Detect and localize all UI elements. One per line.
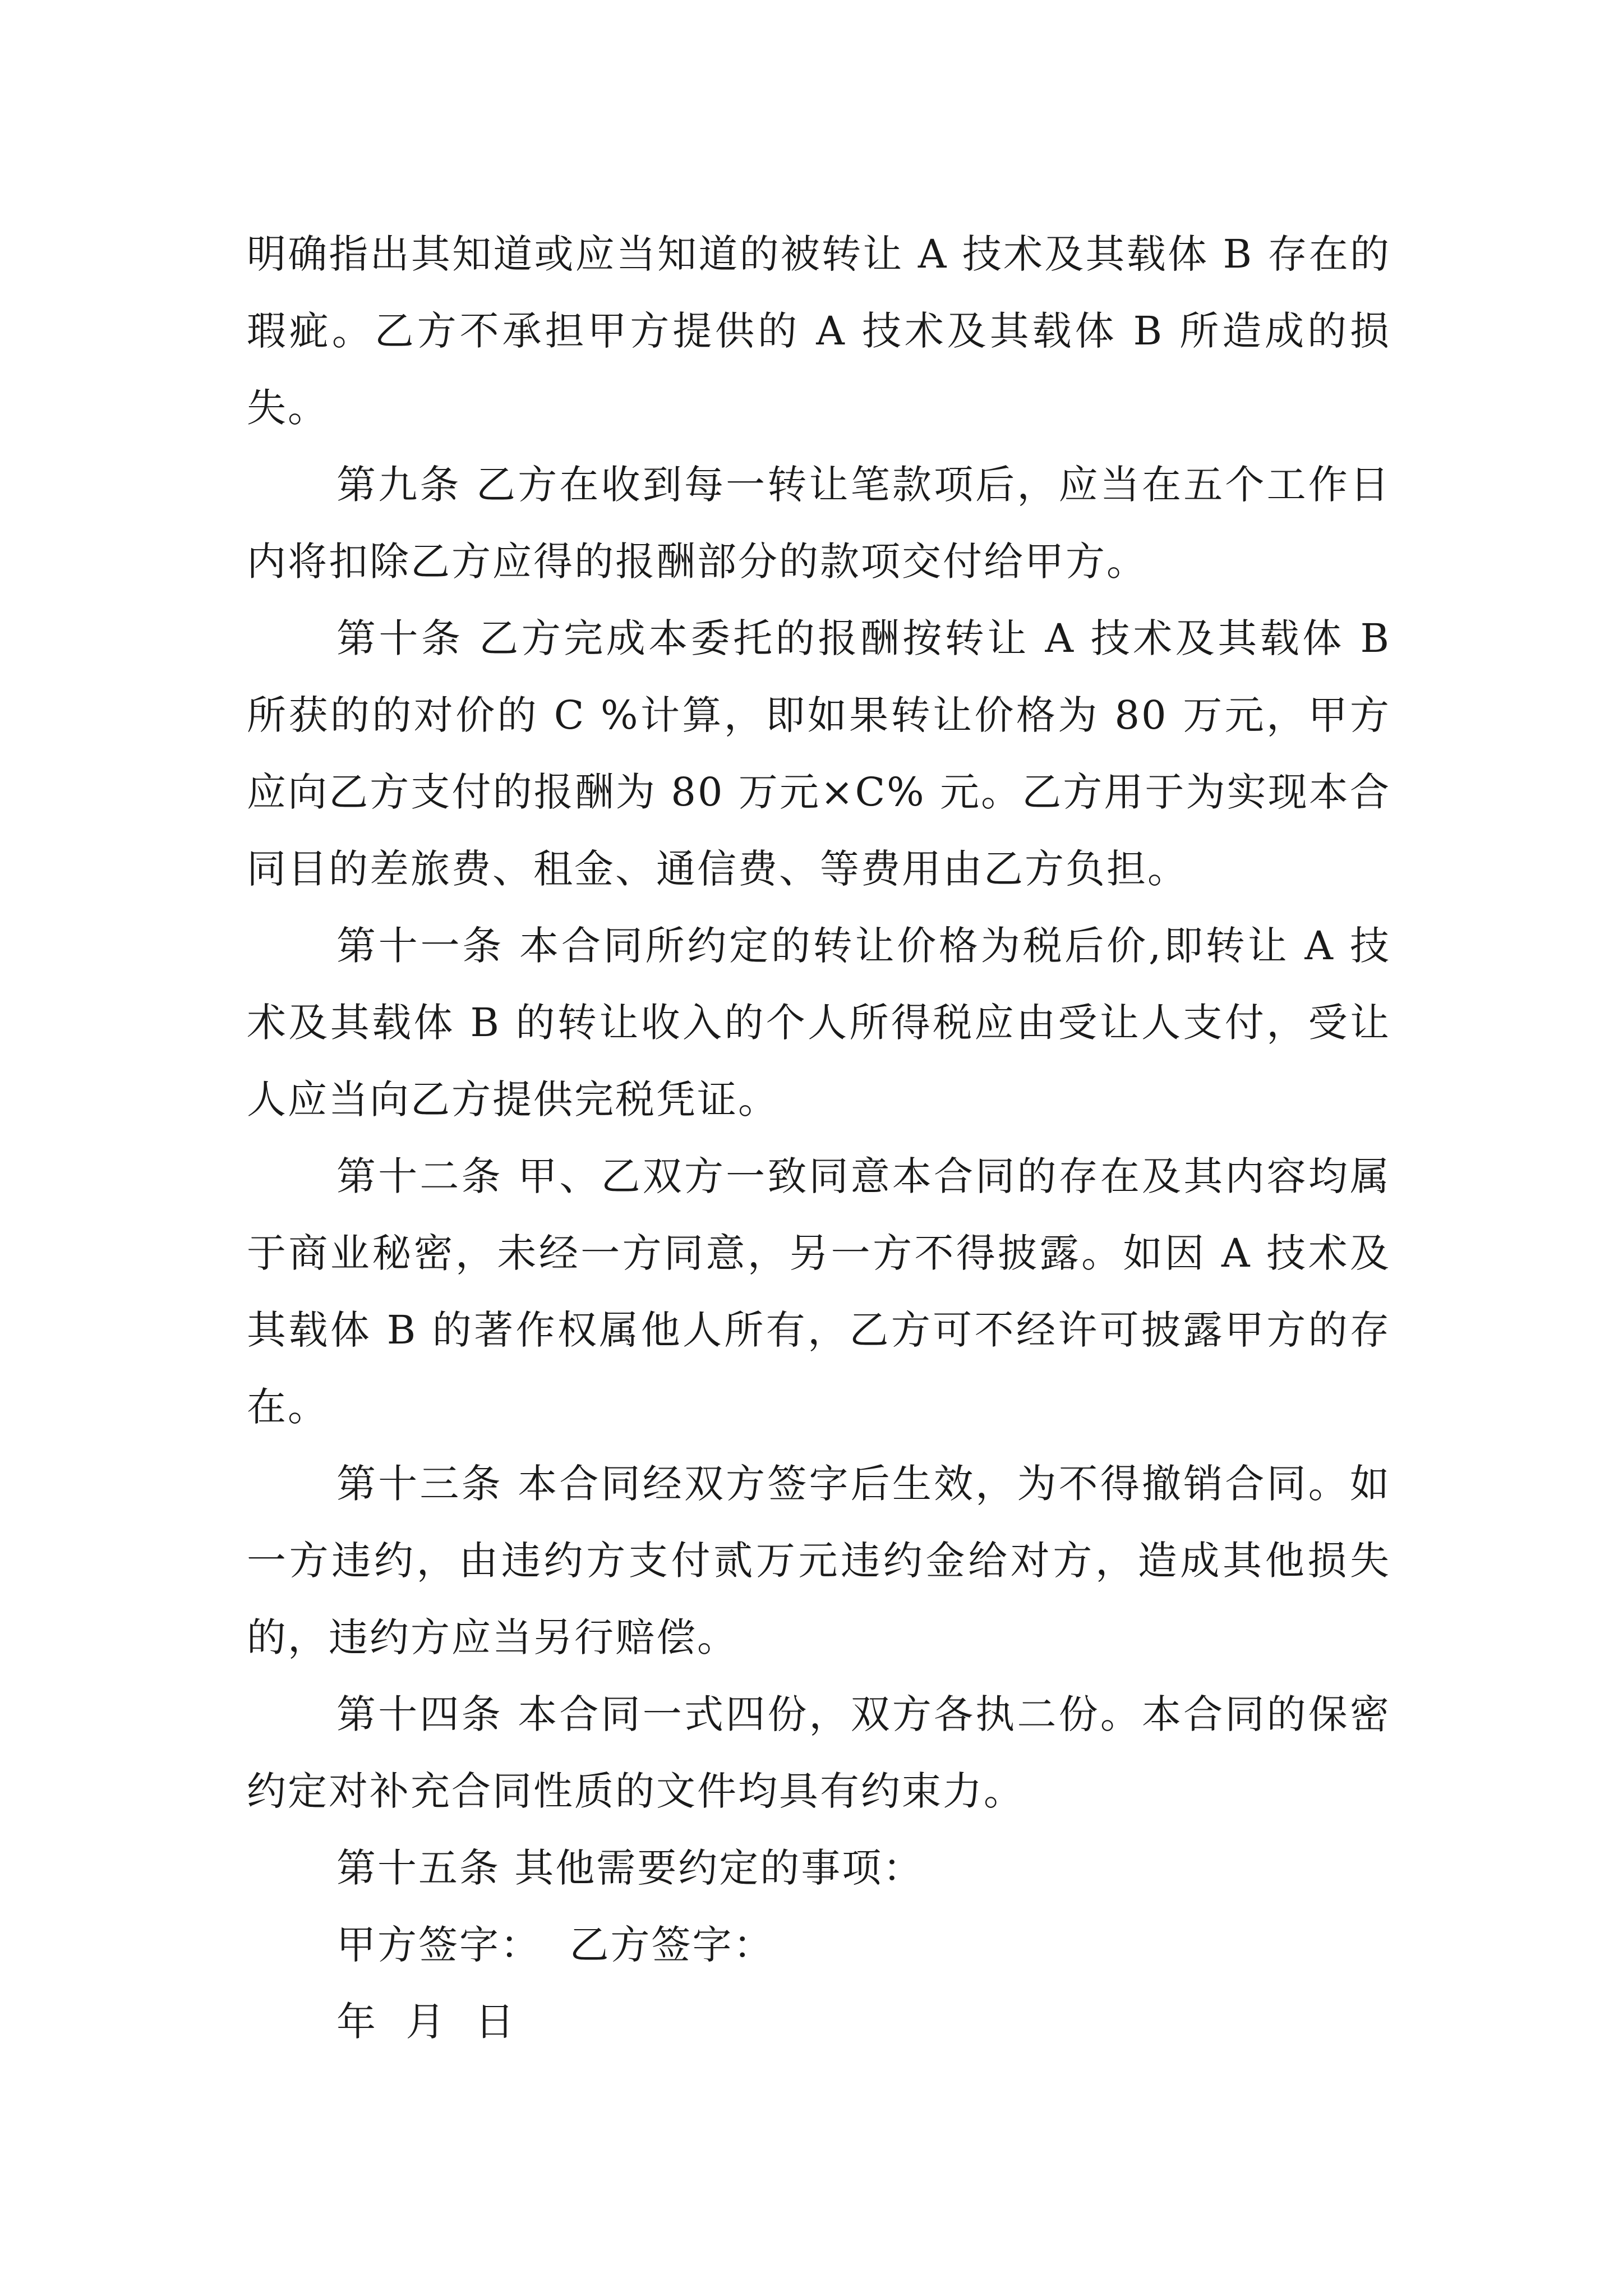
article-12: 第十二条 甲、乙双方一致同意本合同的存在及其内容均属于商业秘密，未经一方同意，另一方不得披露。如因 A 技术及其载体 B 的著作权属他人所有，乙方可不经许可披露甲方的存在。 — [247, 1153, 1391, 1430]
article-10: 第十条 乙方完成本委托的报酬按转让 A 技术及其载体 B 所获的的对价的 C %计算，即如果转让价格为 80 万元，甲方应向乙方支付的报酬为 80 万元×C% 元。乙方用于为实现本合同目的差旅费、租金、通信费、等费用由乙方负担。 — [247, 615, 1391, 892]
article-13: 第十三条 本合同经双方签字后生效，为不得撤销合同。如一方违约，由违约方支付贰万元违约金给对方，造成其他损失的，违约方应当另行赔偿。 — [247, 1461, 1391, 1660]
signature-line: 甲方签字： 乙方签字： — [336, 1922, 774, 1968]
article-14: 第十四条 本合同一式四份，双方各执二份。本合同的保密约定对补充合同性质的文件均具有约束力。 — [247, 1691, 1391, 1814]
paragraph-continuation: 明确指出其知道或应当知道的被转让 A 技术及其载体 B 存在的瑕疵。乙方不承担甲方提供的 A 技术及其载体 B 所造成的损失。 — [247, 231, 1391, 431]
article-11: 第十一条 本合同所约定的转让价格为税后价,即转让 A 技术及其载体 B 的转让收入的个人所得税应由受让人支付，受让人应当向乙方提供完税凭证。 — [247, 923, 1391, 1122]
article-15: 第十五条 其他需要约定的事项： — [336, 1845, 924, 1891]
article-9: 第九条 乙方在收到每一转让笔款项后，应当在五个工作日内将扣除乙方应得的报酬部分的款项交付给甲方。 — [247, 462, 1391, 585]
date-line: 年 月 日 — [336, 1999, 517, 2045]
document-body — [247, 216, 1391, 2060]
